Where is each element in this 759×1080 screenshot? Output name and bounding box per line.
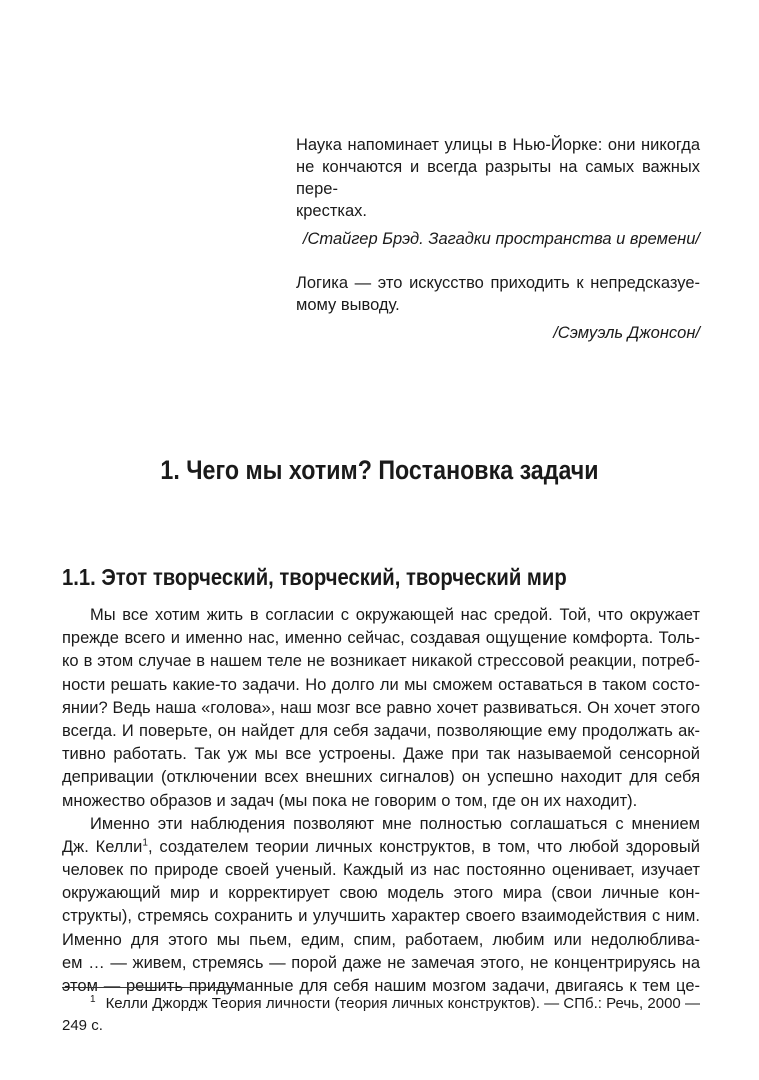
author-name: Дж. Келли	[62, 837, 143, 856]
paragraph-line: структы), стремясь сохранить и улучшить характер своего взаимодействия с ним.	[62, 907, 700, 926]
paragraph-line: прежде всего и именно нас, именно сейчас, создавая ощущение комфорта. Толь-	[62, 629, 700, 648]
paragraph-text: , создателем теории личных конструктов, в том, что любой здоровый	[147, 837, 700, 856]
footnote-line: 249 с.	[62, 1017, 103, 1034]
epigraph-quote	[296, 134, 700, 222]
paragraph-line-with-footnote	[62, 836, 700, 859]
paragraph-line: Мы все хотим жить в согласии с окружающей нас средой. Той, что окружает	[90, 606, 700, 624]
epigraph-2	[296, 272, 700, 344]
paragraph-line: множество образов и задач (мы пока не говорим о том, где он их находит).	[62, 791, 638, 810]
footnote-divider	[62, 987, 236, 988]
footnote-line	[62, 993, 700, 1015]
chapter-title: 1. Чего мы хотим? Постановка задачи	[160, 455, 599, 485]
footnote-reference[interactable]: 1	[142, 837, 148, 849]
paragraph-line: ко в этом случае в нашем теле не возникает никакой стрессовой реакции, потреб-	[62, 652, 700, 671]
epigraph-line: не кончаются и всегда разрыты на самых важных пере-	[296, 158, 700, 198]
epigraph-quote	[296, 272, 700, 316]
paragraph-line: янии? Ведь наша «голова», наш мозг все равно хочет развиваться. Он хочет этого	[62, 698, 700, 717]
epigraph-1	[296, 134, 700, 250]
paragraph-line: всегда. И поверьте, он найдет для себя задачи, позволяющие ему продолжать ак-	[62, 721, 700, 740]
paragraph-line: ем … — живем, стремясь — порой даже не замечая этого, не концентрируясь на	[62, 953, 700, 972]
paragraph-line: окружающий мир и корректирует свою модель этого мира (свои личные кон-	[62, 884, 700, 903]
footnote-text: Келли Джордж Теория личности (теория личных конструктов). — СПб.: Речь, 2000 —	[105, 995, 700, 1012]
footnote	[62, 993, 700, 1037]
epigraph-line: Наука напоминает улицы в Нью-Йорке: они никогда	[296, 136, 700, 154]
paragraph-line: Именно эти наблюдения позволяют мне полностью соглашаться с мнением	[90, 814, 700, 833]
paragraph-line: человек по природе своей ученый. Каждый из нас постоянно оценивает, изучает	[62, 861, 700, 880]
epigraph-source: /Сэмуэль Джонсон/	[553, 324, 700, 342]
epigraph-line: Логика — это искусство приходить к непредсказуе-	[296, 274, 700, 292]
epigraph-line: мому выводу.	[296, 296, 400, 314]
epigraph-line: крестках.	[296, 202, 367, 220]
epigraph-source: /Стайгер Брэд. Загадки пространства и времени/	[302, 230, 700, 248]
footnote-number: 1	[90, 994, 96, 1005]
paragraph-line: ности решать какие-то задачи. Но долго ли мы сможем оставаться в таком состо-	[62, 675, 700, 694]
section-title: 1.1. Этот творческий, творческий, творческий мир	[62, 564, 567, 590]
body-text	[62, 604, 700, 998]
paragraph-line: тивно работать. Так уж мы все устроены. Даже при так называемой сенсорной	[62, 745, 700, 764]
paragraph-line: Именно для этого мы пьем, едим, спим, работаем, любим или недолюблива-	[62, 930, 700, 949]
paragraph-line: депривации (отключении всех внешних сигналов) он успешно находит для себя	[62, 768, 700, 787]
paragraph-line: этом — решить придуманные для себя нашим мозгом задачи, двигаясь к тем це-	[62, 977, 700, 995]
